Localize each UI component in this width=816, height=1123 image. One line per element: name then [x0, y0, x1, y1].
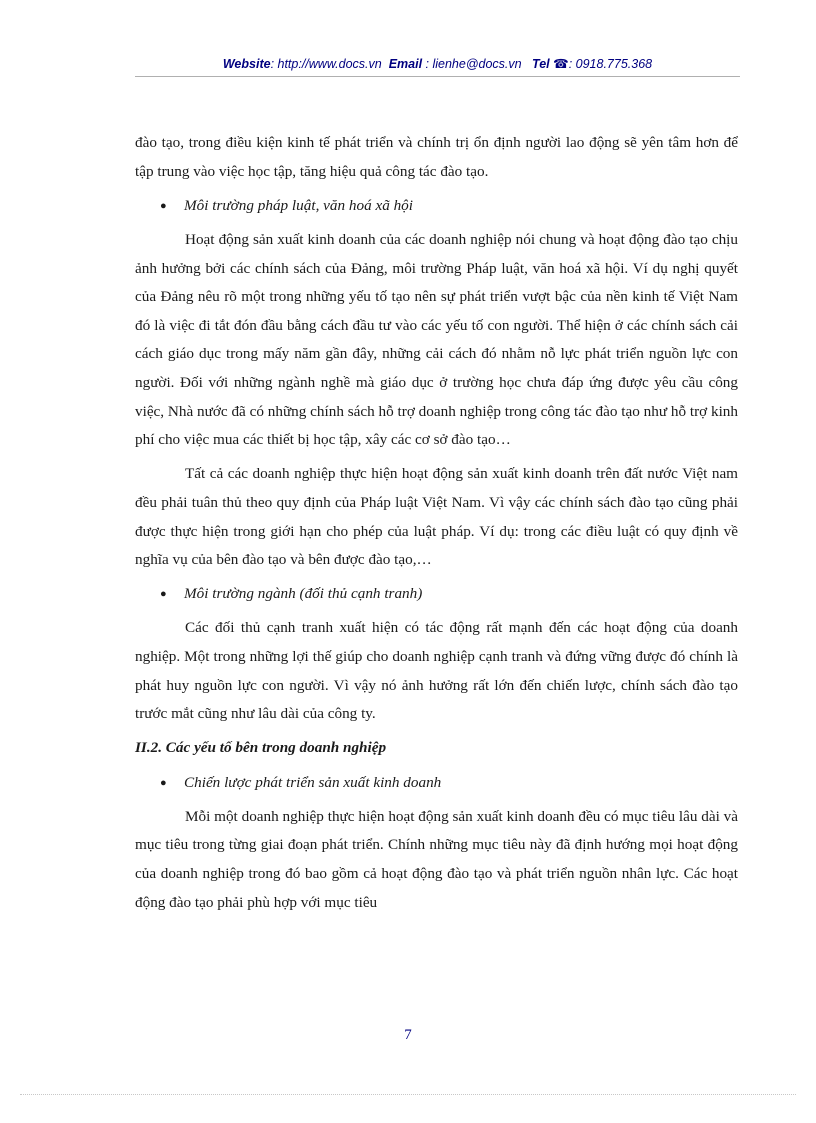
bullet-icon: ● [160, 199, 167, 212]
paragraph-competitors: Các đối thủ cạnh tranh xuất hiện có tác động rất mạnh đến các hoạt động của doanh nghiệp. Một trong những lợi thế giúp cho doanh nghiệp cạnh tranh và đứng vững được đó chính là phát huy nguồn lực con người. Vì vậy nó ảnh hưởng rất lớn đến chiến lược, chính sách đào tạo trước mắt cũng như lâu dài của công ty. [135, 619, 738, 723]
page-bottom-divider [20, 1094, 796, 1095]
bullet-label: Môi trường pháp luật, văn hoá xã hội [184, 196, 413, 214]
bullet-icon: ● [160, 776, 167, 789]
section-heading: II.2. Các yếu tố bên trong doanh nghiệp [135, 739, 387, 757]
website-label: Website [222, 57, 271, 71]
website-value: : http://www.docs.vn [270, 57, 382, 71]
document-body [135, 129, 738, 923]
email-label: Email [388, 57, 423, 71]
tel-label: Tel [532, 57, 550, 71]
paragraph-intro: đào tạo, trong điều kiện kinh tế phát triển và chính trị ổn định người lao động sẽ yên tâm hơn để tập trung vào việc học tập, tăng hiệu quả công tác đào tạo. [135, 134, 738, 180]
bullet-label: Chiến lược phát triển sản xuất kinh doanh [184, 773, 442, 791]
email-value: : lienhe@docs.vn [425, 57, 522, 71]
phone-icon: ☎ [553, 57, 569, 71]
page-number: 7 [404, 1027, 412, 1043]
paragraph-strategy: Mỗi một doanh nghiệp thực hiện hoạt động sản xuất kinh doanh đều có mục tiêu lâu dài và mục tiêu trong từng giai đoạn phát triển. Chính những mục tiêu này đã định hướng mọi hoạt động của doanh nghiệp trong đó bao gồm cả hoạt động đào tạo và phát triển nguồn nhân lực. Các hoạt động đào tạo phải phù hợp với mục tiêu [135, 807, 738, 911]
bullet-label: Môi trường ngành (đối thủ cạnh tranh) [184, 585, 423, 603]
bullet-icon: ● [160, 588, 167, 601]
bullet-item-legal-environment [135, 192, 738, 221]
tel-value: : 0918.775.368 [568, 57, 653, 71]
paragraph-legal-policy: Hoạt động sản xuất kinh doanh của các doanh nghiệp nói chung và hoạt động đào tạo chịu ảnh hưởng bởi các chính sách của Đảng, môi trường Pháp luật, văn hoá xã hội. Ví dụ nghị quyết của Đảng nêu rõ một trong những yếu tố tạo nên sự phát triển vượt bậc của nền kinh tế Việt Nam đó là việc đi tắt đón đầu bằng cách đầu tư vào các yếu tố con người. Thể hiện ở các chính sách cải cách giáo dục trong mấy năm gần đây, những cải cách đó nhằm nỗ lực phát triển nguồn lực con người. Đối với những ngành nghề mà giáo dục ở trường học chưa đáp ứng được yêu cầu công việc, Nhà nước đã có những chính sách hỗ trợ doanh nghiệp trong công tác đào tạo như hỗ trợ kinh phí cho việc mua các thiết bị học tập, xây các cơ sở đào tạo… [135, 230, 738, 449]
bullet-item-industry-environment [135, 580, 738, 609]
header-divider [135, 76, 740, 77]
page-header [135, 56, 740, 71]
paragraph-legal-compliance: Tất cả các doanh nghiệp thực hiện hoạt động sản xuất kinh doanh trên đất nước Việt nam đều phải tuân thủ theo quy định của Pháp luật Việt Nam. Vì vậy các chính sách đào tạo cũng phải được thực hiện trong giới hạn cho phép của luật pháp. Ví dụ: trong các điều luật có quy định về nghĩa vụ của bên đào tạo và bên được đào tạo,… [135, 465, 738, 569]
bullet-item-business-strategy [135, 769, 738, 798]
